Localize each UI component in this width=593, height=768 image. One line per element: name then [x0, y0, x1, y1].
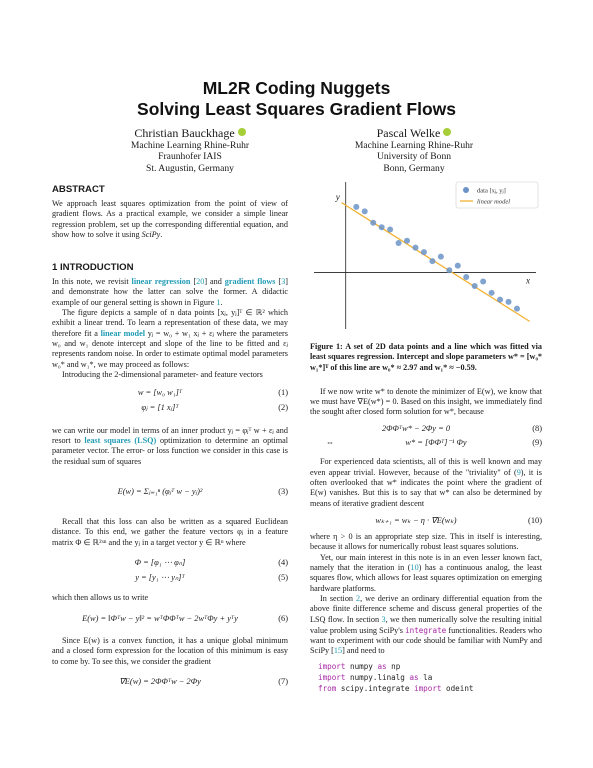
figure-ref-link[interactable]: 1	[216, 297, 221, 307]
code-line: import numpy.linalg as la	[318, 672, 433, 682]
abstract-text: We approach least squares optimization from the point of view of gradient flows. As a practical example, we consider a simple linear regression problem, set up the corresponding differential equation, and show how to solve it using SciPy.	[52, 199, 288, 239]
data-point	[421, 249, 427, 255]
fitted-line	[341, 203, 529, 322]
x-axis-label: x	[526, 275, 530, 286]
link-linear-regression[interactable]: linear regression	[131, 277, 191, 287]
title-line-1: ML2R Coding Nuggets	[202, 78, 391, 98]
link-linear-model[interactable]: linear model	[100, 328, 145, 338]
equation-2: φⱼ = [1 xⱼ]ᵀ (2)	[141, 403, 288, 413]
figure-caption: Figure 1: A set of 2D data points and a line which was fitted via least squares regression. Intercept and slope parameters w* = [w₀* w₁*]ᵀ of this line are w₀* ≈ 2.97 and w₁* ≈ −0.59.	[310, 342, 542, 372]
equation-9: ⇔ w* = [ΦΦᵀ]⁻¹ Φy (9)	[325, 438, 542, 448]
figure-1	[310, 178, 540, 333]
data-point	[506, 299, 512, 305]
paper-title	[0, 78, 593, 120]
data-point	[353, 204, 359, 210]
body-paragraph-3: where η > 0 is an appropriate step size. This in itself is interesting, because it allows for numerically robust least squares solutions.	[310, 532, 542, 552]
author-affiliation: St. Augustin, Germany	[146, 162, 234, 174]
right-column	[310, 342, 542, 694]
data-point	[396, 240, 402, 246]
author-block-2	[314, 126, 514, 174]
code-line: from scipy.integrate import odeint	[318, 683, 474, 693]
orcid-icon[interactable]	[238, 128, 246, 136]
citation-link[interactable]: 15	[333, 646, 343, 656]
data-point	[379, 224, 385, 230]
author-name: Pascal Welke	[376, 126, 441, 140]
intro-paragraph-7: Since E(w) is a convex function, it has a unique global minimum and a closed form expression for the location of this minimum is easy to come by. To see this, we consider the gradient	[52, 636, 288, 666]
author-affiliation: Machine Learning Rhine-Ruhr	[130, 140, 250, 151]
legend-data-marker	[463, 187, 469, 193]
abstract-heading: ABSTRACT	[52, 184, 105, 195]
data-point	[429, 258, 435, 264]
equation-7: ∇E(w) = 2ΦΦᵀw − 2Φy (7)	[119, 676, 288, 686]
data-point	[446, 267, 452, 273]
legend-data-label: data [xⱼ, yⱼ]	[477, 187, 506, 195]
intro-paragraph-5: Recall that this loss can also be written as a squared Euclidean distance. To this end, we gather the feature vectors φⱼ in a feature matrix Φ ∈ ℝ²ˣⁿ and the yⱼ in a target vector y ∈ ℝⁿ where	[52, 516, 288, 547]
body-paragraph-1: If we now write w* to denote the minimizer of E(w), we know that we must have ∇E(w*) = 0. Based on this insight, we immediately find the sought after closed form solution for w*, because	[310, 386, 542, 417]
intro-paragraph-3: Introducing the 2-dimensional parameter- and feature vectors	[62, 369, 263, 379]
data-point	[412, 245, 418, 251]
equation-ref-link[interactable]: 10	[410, 563, 419, 573]
citation-link[interactable]: 20	[196, 277, 205, 287]
equation-10: wₖ₊₁ = wₖ − η · ∇E(wₖ) (10)	[375, 515, 542, 525]
data-point	[463, 274, 469, 280]
equation-8: 2ΦΦᵀw* − 2Φy = 0 (8)	[381, 423, 542, 433]
data-point	[489, 290, 495, 296]
title-line-2: Solving Least Squares Gradient Flows	[137, 99, 456, 119]
author-block-1	[90, 126, 290, 174]
body-paragraph-5: In section 2, we derive an ordinary differential equation from the above finite difference scheme and discuss general properties of the LSQ flow. In section 3, we then numerically solve the resulting initial value problem using SciPy's integrate functionalities. Readers who want to experiment with our code should be familiar with NumPy and SciPy [15] and need to	[310, 593, 542, 656]
author-name: Christian Bauckhage	[134, 126, 235, 140]
intro-paragraph-2: The figure depicts a sample of n data points [xⱼ, yⱼ]ᵀ ∈ ℝ² which exhibit a linear trend. To learn a representation of these data, we may therefore fit a linear model yⱼ = w₀ + w₁ xⱼ + εⱼ where the parameters w₀ and w₁ denote intercept and slope of the line to be fitted and εⱼ represents random noise. In order to estimate optimal model parameters w₀* and w₁*, we may proceed as follows:	[52, 308, 288, 369]
data-point	[514, 306, 520, 312]
y-axis-label: y	[335, 192, 340, 202]
data-point	[497, 297, 503, 303]
left-column	[52, 184, 288, 687]
data-point	[472, 283, 478, 289]
code-block	[310, 661, 542, 694]
data-point	[370, 220, 376, 226]
equation-5: y = [y₁ ⋯ yₙ]ᵀ (5)	[135, 573, 288, 583]
equation-6: E(w) = ‖Φᵀw − y‖² = wᵀΦΦᵀw − 2wᵀΦy + yᵀy (6)	[82, 613, 288, 623]
equation-4: Φ = [φ₁ ⋯ φₙ] (4)	[134, 557, 288, 567]
data-point	[362, 208, 368, 214]
body-paragraph-4: Yet, our main interest in this note is in an even lesser known fact, namely that the iteration in (10) has a continuous analog, the least squares flow, which allows for least squares optimization on emerging hardware platforms.	[310, 552, 542, 593]
data-point	[387, 226, 393, 232]
link-gradient-flows[interactable]: gradient flows	[224, 277, 276, 287]
orcid-icon[interactable]	[443, 128, 451, 136]
section-ref-link[interactable]: 3	[381, 614, 386, 624]
scatter-plot	[310, 178, 540, 333]
legend-model-label: linear model	[477, 198, 511, 206]
intro-paragraph-4: we can write our model in terms of an inner product yⱼ = φⱼᵀ w + εⱼ and resort to least squares (LSQ) optimization to determine an optimal parameter vector. The error- or loss function we consider in this case is the residual sum of squares	[52, 425, 288, 466]
author-affiliation: Machine Learning Rhine-Ruhr	[354, 140, 474, 151]
author-affiliation: Fraunhofer IAIS	[158, 151, 222, 163]
data-point	[455, 263, 461, 269]
data-point	[438, 254, 444, 260]
inline-code: integrate	[405, 625, 447, 635]
legend	[456, 182, 538, 208]
author-affiliation: University of Bonn	[376, 151, 452, 163]
data-point	[480, 279, 486, 285]
equation-ref-link[interactable]: 9	[516, 467, 521, 477]
data-point	[404, 238, 410, 244]
equation-3: E(w) = Σⱼ₌₁ⁿ (φⱼᵀ w − yⱼ)² (3)	[117, 486, 288, 496]
intro-paragraph-6: which then allows us to write	[52, 593, 149, 603]
author-affiliation: Bonn, Germany	[383, 162, 445, 174]
link-least-squares[interactable]: least squares (LSQ)	[84, 436, 157, 446]
equation-1: w = [w₀ w₁]ᵀ (1)	[137, 388, 288, 398]
code-line: import numpy as np	[318, 661, 401, 671]
citation-link[interactable]: 3	[281, 277, 286, 287]
body-paragraph-2: For experienced data scientists, all of this is well known and may even appear trivial. However, because of the "triviality" of (9), it is often overlooked that w* indicates the point where the gradient of E(w) vanishes. But this is to say that w* can also be determined by means of iterative gradient descent	[310, 457, 542, 508]
data-points	[353, 204, 520, 312]
section-heading-introduction: 1 INTRODUCTION	[52, 262, 134, 274]
section-ref-link[interactable]: 2	[356, 593, 361, 603]
intro-paragraph-1: In this note, we revisit linear regression [20] and gradient flows [3] and demonstrate how the latter can solve the former. A didactic example of our general setting is shown in Figure 1.	[52, 277, 289, 307]
